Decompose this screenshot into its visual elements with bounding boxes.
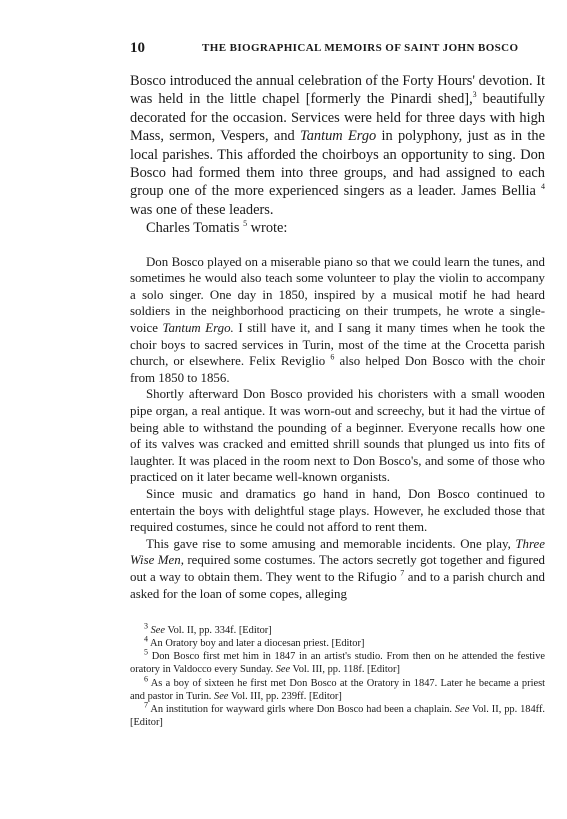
body-paragraph-forty-hours: Bosco introduced the annual celebration of the Forty Hours' devotion. It was held in the little chapel [formerly the Pinardi shed],$^3$ beautifully decorated for the occasion. Services were held for three days with high Mass, sermon, Vespers, and Tantum Ergo in polyphony, just as in the local parishes. This afforded the choirboys an opportunity to sing. Don Bosco had formed them into three groups, and had assigned to each group one of the more experienced singers as a leader. James Bellia $^4$ was one of these leaders. — [130, 73, 545, 218]
footnote-5: $^5$ Don Bosco first met him in 1847 in an artist's studio. From then on he attended the festive oratory in Valdocco every Sunday. See Vol. III, pp. 118f. [Editor] — [130, 647, 545, 676]
quote-paragraph-piano: Don Bosco played on a miserable piano so that we could learn the tunes, and sometimes he would also teach some volunteer to play the violin to accompany a solo singer. One day in 1850, inspired by a musical motif he had heard soldiers in the neighborhood practicing on their trumpets, he wrote a single-voice Tantum Ergo. I still have it, and I sang it many times when he took the choir boys to sacred services in Turin, most of the time at the Crocetta parish church, or elsewhere. Felix Reviglio $^6$ also helped Don Bosco with the choir from 1850 to 1856. — [130, 254, 545, 385]
footnotes — [130, 621, 545, 729]
page-header — [130, 40, 545, 62]
quote-paragraph-wise-men: This gave rise to some amusing and memorable incidents. One play, Three Wise Men, required some costumes. The actors secretly got together and figured out a way to obtain them. They went to the Rifugio $^7$ and to a parish church and asked for the loan of some copes, alleging — [130, 536, 546, 601]
footnote-ref-3[interactable]: 3 — [472, 90, 477, 100]
running-title: THE BIOGRAPHICAL MEMOIRS OF SAINT JOHN BOSCO — [202, 42, 519, 54]
page-number: 10 — [130, 40, 145, 56]
footnote-ref-4[interactable]: 4 — [541, 182, 545, 192]
book-page — [130, 40, 545, 729]
quotation-block — [130, 254, 545, 602]
footnote-4: $^4$ An Oratory boy and later a diocesan priest. [Editor] — [144, 634, 365, 650]
body-paragraph-tomatis: Charles Tomatis $^5$ wrote: — [146, 219, 288, 237]
quote-paragraph-organ: Shortly afterward Don Bosco provided his choristers with a small wooden pipe organ, a real antique. It was worn-out and screechy, but it had the virtue of being able to withstand the pounding of a beginner. Everyone recalls how one of its valves was cracked and emitted shrill sounds that plunged us into fits of laughter. It was placed in the room next to Don Bosco's, and some of those who practiced on it later became well-known organists. — [130, 387, 545, 485]
footnote-3: $^3$ See Vol. II, pp. 334f. [Editor] — [144, 621, 272, 637]
footnote-7: $^7$ An institution for wayward girls where Don Bosco had been a chaplain. See Vol. II, pp. 184ff. [Editor] — [130, 700, 545, 728]
footnote-ref-5[interactable]: 5 — [243, 219, 248, 229]
quote-paragraph-dramatics: Since music and dramatics go hand in hand, Don Bosco continued to entertain the boys with delightful stage plays. However, he excluded those that required costumes, since he could not afford to rent them. — [130, 486, 545, 535]
footnote-ref-6[interactable]: 6 — [330, 352, 335, 362]
footnote-ref-7[interactable]: 7 — [400, 568, 405, 578]
footnote-6: $^6$ As a boy of sixteen he first met Don Bosco at the Oratory in 1847. Later he became a priest and pastor in Turin. See Vol. III, pp. 239ff. [Editor] — [130, 674, 545, 702]
